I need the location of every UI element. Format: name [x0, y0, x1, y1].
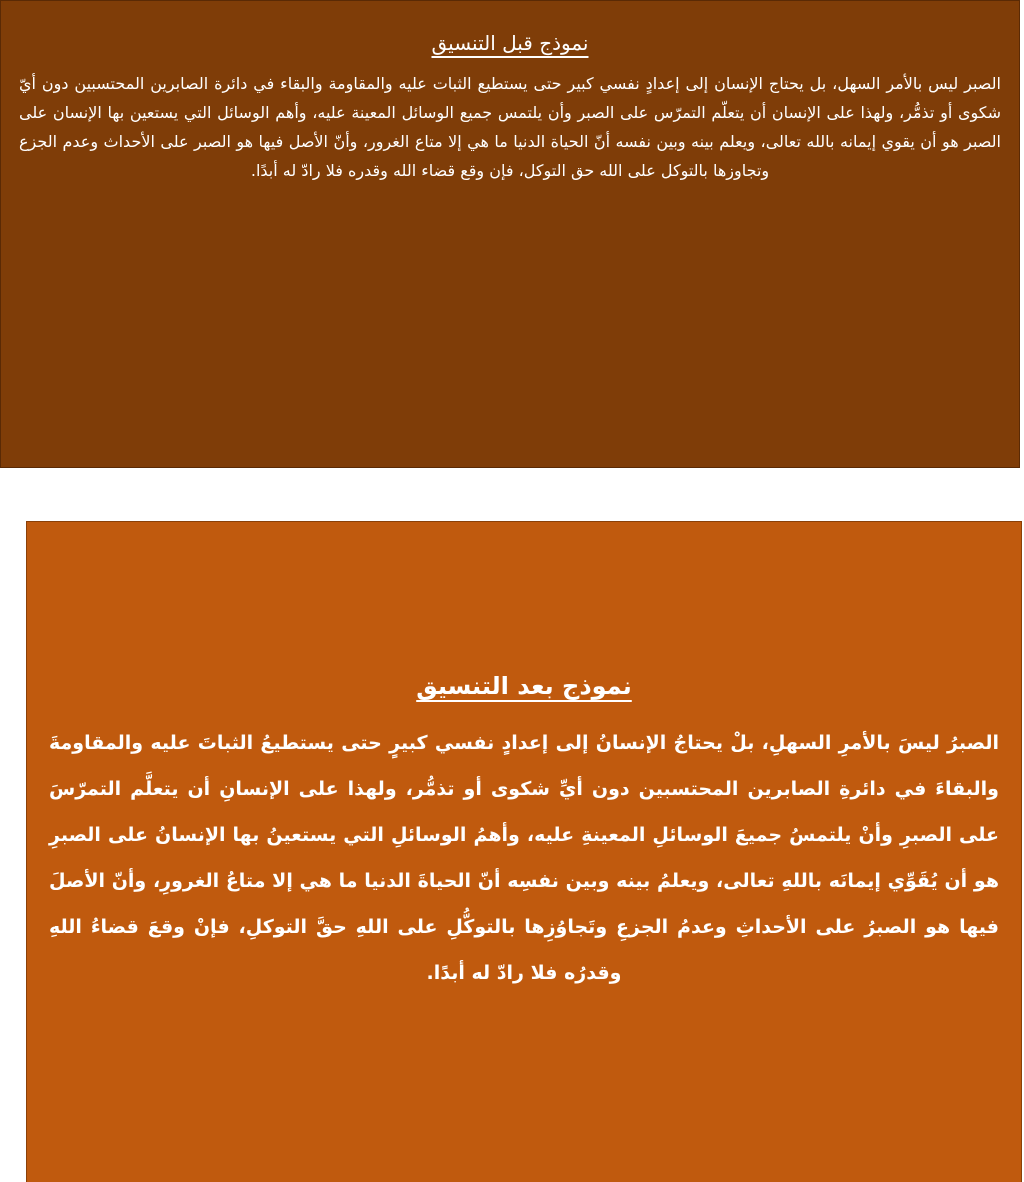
- before-formatting-panel: [0, 0, 1020, 468]
- before-formatting-title: نموذج قبل التنسيق: [431, 31, 589, 55]
- after-formatting-body: الصبرُ ليسَ بالأمرِ السهلِ، بلْ يحتاجُ الإنسانُ إلى إعدادٍ نفسي كبيرٍ حتى يستطيعُ الثباتَ عليه والمقاومةَ والبقاءَ في دائرةِ الصابرين المحتسبين دون أيِّ شكوى أو تذمُّر، ولهذا على الإنسانِ أن يتعلَّم التمرّسَ على الصبرِ وأنْ يلتمسُ جميعَ الوسائلِ المعينةِ عليه، وأهمُ الوسائلِ التي يستعينُ بها الإنسانُ على الصبرِ هو أن يُقَوِّي إيمانَه باللهِ تعالى، ويعلمُ بينه وبين نفسِه أنّ الحياةَ الدنيا ما هي إلا متاعُ الغرورِ، وأنّ الأصلَ فيها هو الصبرُ على الأحداثِ وعدمُ الجزعِ وتَجاوُزِها بالتوكُّلِ على اللهِ حقَّ التوكلِ، فإنْ وقعَ قضاءُ اللهِ وقدرُه فلا رادّ له أبدًا.: [49, 732, 999, 984]
- after-formatting-title: نموذج بعد التنسيق: [416, 672, 632, 700]
- before-formatting-body: الصبر ليس بالأمر السهل، بل يحتاج الإنسان إلى إعدادٍ نفسي كبير حتى يستطيع الثبات عليه والمقاومة والبقاء في دائرة الصابرين المحتسبين دون أيّ شكوى أو تذمُّر، ولهذا على الإنسان أن يتعلّم التمرّس على الصبر وأن يلتمس جميع الوسائل المعينة عليه، وأهم الوسائل التي يستعين بها الإنسان على الصبر هو أن يقوي إيمانه بالله تعالى، ويعلم بينه وبين نفسه أنّ الحياة الدنيا ما هي إلا متاع الغرور، وأنّ الأصل فيها هو الصبر على الأحداث وعدم الجزع وتجاوزها بالتوكل على الله حق التوكل، فإن وقع قضاء الله وقدره فلا رادّ له أبدًا.: [19, 74, 1001, 180]
- after-formatting-panel: [26, 521, 1022, 1182]
